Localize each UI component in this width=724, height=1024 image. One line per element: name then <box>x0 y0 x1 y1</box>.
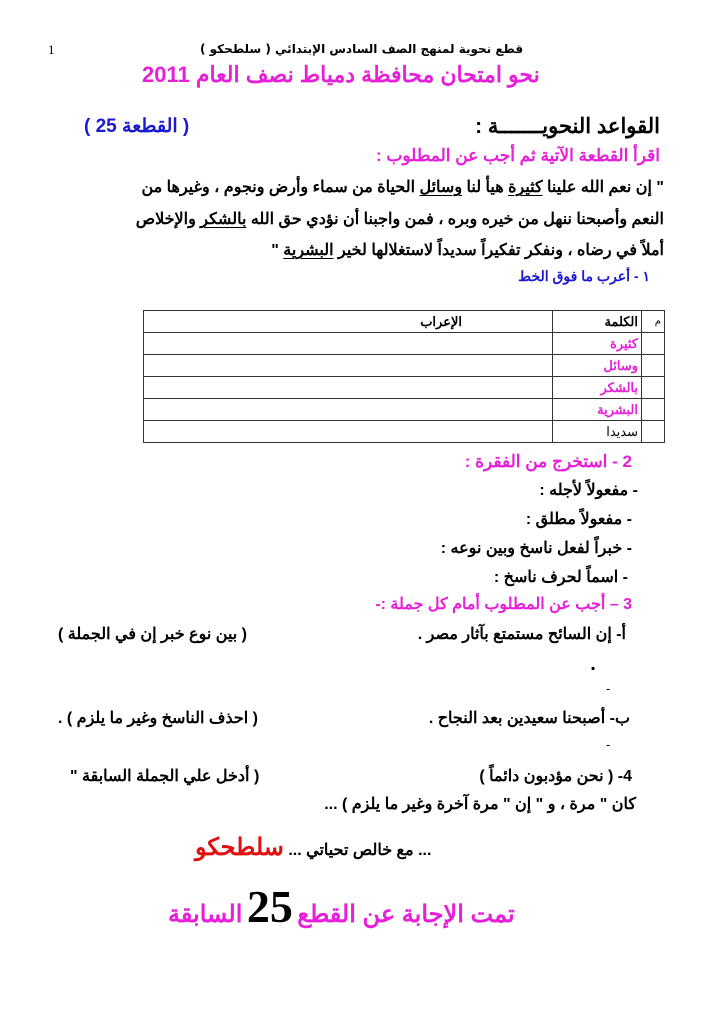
q3a-dash: - <box>606 682 611 696</box>
q2-item: - خبراً لفعل ناسخ وبين نوعه : <box>440 540 632 557</box>
signature-name: سلطحكو <box>195 834 284 861</box>
section-heading: القواعد النحويـــــــة : <box>475 115 660 138</box>
passage-text: النعم وأصبحنا ننهل من خيره وبره ، فمن واجبنا أن نؤدي حق الله <box>246 211 664 228</box>
cell-parsing[interactable] <box>144 333 553 355</box>
table-header <box>144 311 665 333</box>
cell-parsing[interactable] <box>144 399 553 421</box>
document-subtitle: قطع نحوية لمنهج الصف السادس الإبتدائي ( سلطحكو ) <box>200 42 524 56</box>
cell-parsing[interactable] <box>144 421 553 443</box>
q3a-sentence: أ- إن السائح مستمتع بآثار مصر . <box>417 626 626 643</box>
q2-item: - مفعولاً مطلق : <box>525 511 632 528</box>
cell-number <box>642 355 665 377</box>
cell-word: البشرية <box>553 399 642 421</box>
underlined-word: وسائل <box>419 179 463 196</box>
passage-text: هيأ لنا <box>462 179 509 196</box>
cell-word: وسائل <box>553 355 642 377</box>
passage-text: " <box>271 242 284 259</box>
header-number: م <box>642 311 665 333</box>
page-number: 1 <box>48 42 55 57</box>
table-row <box>144 421 665 443</box>
piece-label: ( القطعة 25 ) <box>84 116 190 137</box>
footer-line <box>168 880 515 933</box>
passage-line-3 <box>271 240 664 260</box>
passage-text: الحياة من سماء وأرض ونجوم ، وغيرها من <box>141 179 420 196</box>
cell-number <box>642 377 665 399</box>
question-3-label: 3 – أجب عن المطلوب أمام كل جملة :- <box>375 596 632 613</box>
parsing-table <box>143 310 665 443</box>
q3a-task: ( بين نوع خبر إن في الجملة ) <box>58 626 247 643</box>
table-row <box>144 399 665 421</box>
header-parsing: الإعراب <box>144 311 553 333</box>
cell-number <box>642 399 665 421</box>
passage-line-1 <box>141 177 664 197</box>
q2-item: - مفعولاً لأجله : <box>539 482 638 499</box>
cell-word: سديدا <box>553 421 642 443</box>
cell-number <box>642 421 665 443</box>
underlined-word: البشرية <box>283 242 334 259</box>
passage-text: أملاً في رضاه ، ونفكر تفكيراً سديداً لاستغلالها لخير <box>333 242 664 259</box>
underlined-word: كثيرة <box>508 179 543 196</box>
passage-text: " إن نعم الله علينا <box>542 179 664 196</box>
table-row <box>144 333 665 355</box>
document-title: نحو امتحان محافظة دمياط نصف العام 2011 <box>142 62 540 87</box>
footer-text: تمت الإجابة عن القطع <box>297 901 515 928</box>
cell-number <box>642 333 665 355</box>
cell-parsing[interactable] <box>144 377 553 399</box>
footer-number: 25 <box>246 881 293 932</box>
footer-text: السابقة <box>168 901 243 928</box>
instruction: اقرأ القطعة الآتية ثم أجب عن المطلوب : <box>376 146 660 165</box>
signature-text: ... مع خالص تحياتي ... <box>288 842 432 859</box>
q4-sentence: 4- ( نحن مؤدبون دائماً ) <box>479 768 632 785</box>
q4-task: ( أدخل علي الجملة السابقة " <box>70 768 260 785</box>
q2-item: - اسماً لحرف ناسخ : <box>493 569 628 586</box>
q3b-dash: - <box>606 738 611 752</box>
table-row <box>144 355 665 377</box>
cell-word: كثيرة <box>553 333 642 355</box>
question-2-label: 2 - استخرج من الفقرة : <box>464 452 632 471</box>
q3b-task: ( احذف الناسخ وغير ما يلزم ) . <box>58 710 258 727</box>
header-word: الكلمة <box>553 311 642 333</box>
table-row <box>144 377 665 399</box>
cell-word: بالشكر <box>553 377 642 399</box>
passage-text: والإخلاص <box>135 211 201 228</box>
underlined-word: بالشكر <box>200 211 247 228</box>
question-1-label: ١ - أعرب ما فوق الخط <box>518 268 650 284</box>
passage-line-2 <box>136 209 664 229</box>
q4-task-continued: كان " مرة ، و " إن " مرة آخرة وغير ما يلزم ) ... <box>324 796 636 813</box>
q3b-sentence: ب- أصبحنا سعيدين بعد النجاح . <box>428 710 630 727</box>
signature-line <box>195 833 431 862</box>
cell-parsing[interactable] <box>144 355 553 377</box>
q3a-dot: . <box>590 655 597 674</box>
